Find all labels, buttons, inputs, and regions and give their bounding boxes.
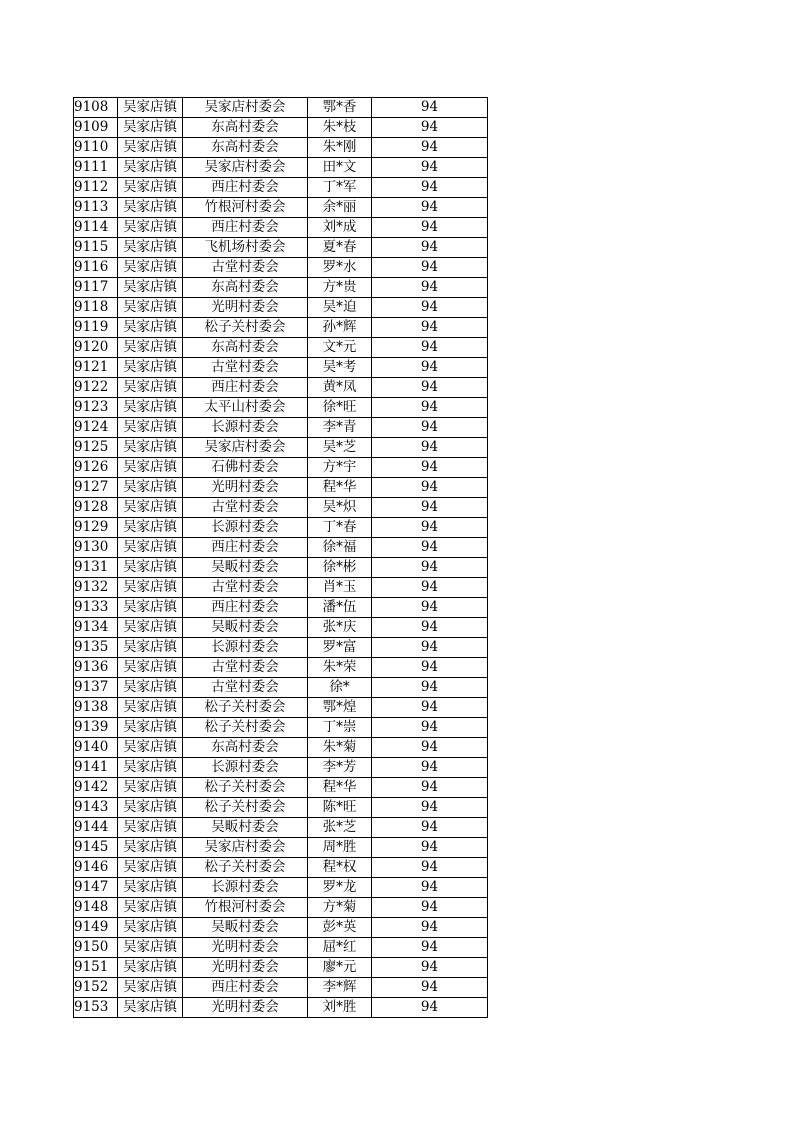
row-number-cell: 9152 [74,978,118,998]
row-number-cell: 9135 [74,638,118,658]
town-cell: 吴家店镇 [118,558,183,578]
row-number-cell: 9145 [74,838,118,858]
table-row [74,998,488,1018]
table-row [74,718,488,738]
person-name-cell: 方*菊 [308,898,372,918]
person-name-cell: 潘*伍 [308,598,372,618]
row-number-cell: 9120 [74,338,118,358]
table-row [74,698,488,718]
village-cell: 吴畈村委会 [183,918,308,938]
village-cell: 飞机场村委会 [183,238,308,258]
table-row [74,918,488,938]
table-row [74,258,488,278]
score-cell: 94 [372,518,488,538]
person-name-cell: 程*华 [308,478,372,498]
town-cell: 吴家店镇 [118,298,183,318]
table-row [74,678,488,698]
town-cell: 吴家店镇 [118,658,183,678]
table-row [74,238,488,258]
table-row [74,298,488,318]
row-number-cell: 9129 [74,518,118,538]
row-number-cell: 9140 [74,738,118,758]
village-cell: 石佛村委会 [183,458,308,478]
person-name-cell: 孙*辉 [308,318,372,338]
score-cell: 94 [372,578,488,598]
town-cell: 吴家店镇 [118,178,183,198]
table-row [74,218,488,238]
table-row [74,378,488,398]
row-number-cell: 9130 [74,538,118,558]
row-number-cell: 9131 [74,558,118,578]
village-cell: 长源村委会 [183,418,308,438]
row-number-cell: 9134 [74,618,118,638]
score-cell: 94 [372,198,488,218]
town-cell: 吴家店镇 [118,698,183,718]
row-number-cell: 9146 [74,858,118,878]
person-name-cell: 陈*旺 [308,798,372,818]
score-cell: 94 [372,678,488,698]
person-name-cell: 鄂*香 [308,98,372,118]
table-row [74,418,488,438]
row-number-cell: 9133 [74,598,118,618]
village-cell: 古堂村委会 [183,578,308,598]
table-row [74,358,488,378]
village-cell: 西庄村委会 [183,538,308,558]
person-name-cell: 吴*炽 [308,498,372,518]
row-number-cell: 9127 [74,478,118,498]
town-cell: 吴家店镇 [118,998,183,1018]
data-table [73,97,488,1018]
score-cell: 94 [372,598,488,618]
village-cell: 松子关村委会 [183,778,308,798]
person-name-cell: 彭*英 [308,918,372,938]
person-name-cell: 徐*彬 [308,558,372,578]
table-row [74,278,488,298]
score-cell: 94 [372,698,488,718]
town-cell: 吴家店镇 [118,838,183,858]
village-cell: 光明村委会 [183,998,308,1018]
town-cell: 吴家店镇 [118,858,183,878]
village-cell: 西庄村委会 [183,218,308,238]
town-cell: 吴家店镇 [118,478,183,498]
person-name-cell: 罗*富 [308,638,372,658]
town-cell: 吴家店镇 [118,958,183,978]
score-cell: 94 [372,158,488,178]
row-number-cell: 9144 [74,818,118,838]
person-name-cell: 文*元 [308,338,372,358]
town-cell: 吴家店镇 [118,318,183,338]
town-cell: 吴家店镇 [118,978,183,998]
table-row [74,458,488,478]
row-number-cell: 9148 [74,898,118,918]
table-row [74,818,488,838]
town-cell: 吴家店镇 [118,938,183,958]
village-cell: 东高村委会 [183,118,308,138]
town-cell: 吴家店镇 [118,798,183,818]
row-number-cell: 9113 [74,198,118,218]
person-name-cell: 刘*成 [308,218,372,238]
score-cell: 94 [372,178,488,198]
town-cell: 吴家店镇 [118,458,183,478]
score-cell: 94 [372,638,488,658]
table-row [74,138,488,158]
person-name-cell: 李*青 [308,418,372,438]
village-cell: 光明村委会 [183,298,308,318]
row-number-cell: 9137 [74,678,118,698]
table-row [74,638,488,658]
person-name-cell: 黄*凤 [308,378,372,398]
town-cell: 吴家店镇 [118,338,183,358]
score-cell: 94 [372,838,488,858]
town-cell: 吴家店镇 [118,818,183,838]
village-cell: 光明村委会 [183,478,308,498]
table-row [74,858,488,878]
score-cell: 94 [372,458,488,478]
person-name-cell: 徐*福 [308,538,372,558]
table-row [74,478,488,498]
person-name-cell: 屈*红 [308,938,372,958]
town-cell: 吴家店镇 [118,278,183,298]
town-cell: 吴家店镇 [118,498,183,518]
village-cell: 竹根河村委会 [183,898,308,918]
score-cell: 94 [372,318,488,338]
person-name-cell: 朱*刚 [308,138,372,158]
town-cell: 吴家店镇 [118,218,183,238]
village-cell: 长源村委会 [183,758,308,778]
town-cell: 吴家店镇 [118,718,183,738]
score-cell: 94 [372,338,488,358]
table-row [74,518,488,538]
town-cell: 吴家店镇 [118,98,183,118]
row-number-cell: 9136 [74,658,118,678]
village-cell: 东高村委会 [183,738,308,758]
table-row [74,938,488,958]
village-cell: 吴畈村委会 [183,558,308,578]
row-number-cell: 9110 [74,138,118,158]
score-cell: 94 [372,98,488,118]
village-cell: 东高村委会 [183,338,308,358]
town-cell: 吴家店镇 [118,678,183,698]
village-cell: 光明村委会 [183,958,308,978]
row-number-cell: 9124 [74,418,118,438]
table-row [74,838,488,858]
score-cell: 94 [372,618,488,638]
person-name-cell: 鄂*煌 [308,698,372,718]
row-number-cell: 9138 [74,698,118,718]
village-cell: 长源村委会 [183,518,308,538]
village-cell: 松子关村委会 [183,718,308,738]
village-cell: 西庄村委会 [183,378,308,398]
score-cell: 94 [372,478,488,498]
row-number-cell: 9151 [74,958,118,978]
town-cell: 吴家店镇 [118,378,183,398]
score-cell: 94 [372,898,488,918]
village-cell: 古堂村委会 [183,498,308,518]
person-name-cell: 张*庆 [308,618,372,638]
village-cell: 古堂村委会 [183,658,308,678]
person-name-cell: 廖*元 [308,958,372,978]
table-row [74,338,488,358]
row-number-cell: 9114 [74,218,118,238]
score-cell: 94 [372,798,488,818]
row-number-cell: 9112 [74,178,118,198]
person-name-cell: 方*宇 [308,458,372,478]
score-cell: 94 [372,418,488,438]
town-cell: 吴家店镇 [118,418,183,438]
person-name-cell: 徐* [308,678,372,698]
score-cell: 94 [372,758,488,778]
person-name-cell: 夏*春 [308,238,372,258]
score-cell: 94 [372,378,488,398]
table-row [74,778,488,798]
village-cell: 吴家店村委会 [183,158,308,178]
score-cell: 94 [372,538,488,558]
row-number-cell: 9117 [74,278,118,298]
score-cell: 94 [372,658,488,678]
village-cell: 松子关村委会 [183,858,308,878]
table-row [74,598,488,618]
village-cell: 吴家店村委会 [183,838,308,858]
score-cell: 94 [372,238,488,258]
town-cell: 吴家店镇 [118,918,183,938]
row-number-cell: 9153 [74,998,118,1018]
row-number-cell: 9123 [74,398,118,418]
village-cell: 西庄村委会 [183,978,308,998]
table-row [74,198,488,218]
row-number-cell: 9147 [74,878,118,898]
row-number-cell: 9115 [74,238,118,258]
person-name-cell: 朱*枝 [308,118,372,138]
village-cell: 松子关村委会 [183,798,308,818]
score-cell: 94 [372,258,488,278]
village-cell: 太平山村委会 [183,398,308,418]
person-name-cell: 田*文 [308,158,372,178]
table-row [74,958,488,978]
town-cell: 吴家店镇 [118,358,183,378]
score-cell: 94 [372,118,488,138]
score-cell: 94 [372,278,488,298]
score-cell: 94 [372,918,488,938]
row-number-cell: 9142 [74,778,118,798]
score-cell: 94 [372,998,488,1018]
person-name-cell: 肖*玉 [308,578,372,598]
person-name-cell: 吴*迫 [308,298,372,318]
village-cell: 吴畈村委会 [183,618,308,638]
score-cell: 94 [372,958,488,978]
town-cell: 吴家店镇 [118,398,183,418]
table-row [74,538,488,558]
row-number-cell: 9119 [74,318,118,338]
table-row [74,498,488,518]
town-cell: 吴家店镇 [118,258,183,278]
table-row [74,118,488,138]
town-cell: 吴家店镇 [118,538,183,558]
town-cell: 吴家店镇 [118,438,183,458]
table-row [74,158,488,178]
row-number-cell: 9118 [74,298,118,318]
village-cell: 西庄村委会 [183,178,308,198]
town-cell: 吴家店镇 [118,198,183,218]
table-row [74,898,488,918]
score-cell: 94 [372,778,488,798]
town-cell: 吴家店镇 [118,238,183,258]
table-row [74,878,488,898]
score-cell: 94 [372,738,488,758]
person-name-cell: 余*丽 [308,198,372,218]
village-cell: 松子关村委会 [183,698,308,718]
score-cell: 94 [372,858,488,878]
person-name-cell: 吴*考 [308,358,372,378]
village-cell: 松子关村委会 [183,318,308,338]
row-number-cell: 9139 [74,718,118,738]
row-number-cell: 9128 [74,498,118,518]
village-cell: 古堂村委会 [183,678,308,698]
town-cell: 吴家店镇 [118,618,183,638]
score-cell: 94 [372,498,488,518]
row-number-cell: 9150 [74,938,118,958]
person-name-cell: 丁*春 [308,518,372,538]
person-name-cell: 刘*胜 [308,998,372,1018]
village-cell: 吴家店村委会 [183,438,308,458]
table-row [74,758,488,778]
table-row [74,438,488,458]
table-row [74,558,488,578]
town-cell: 吴家店镇 [118,878,183,898]
row-number-cell: 9125 [74,438,118,458]
row-number-cell: 9143 [74,798,118,818]
table-row [74,398,488,418]
row-number-cell: 9149 [74,918,118,938]
score-cell: 94 [372,218,488,238]
score-cell: 94 [372,298,488,318]
town-cell: 吴家店镇 [118,118,183,138]
row-number-cell: 9141 [74,758,118,778]
town-cell: 吴家店镇 [118,758,183,778]
person-name-cell: 张*芝 [308,818,372,838]
row-number-cell: 9122 [74,378,118,398]
village-cell: 长源村委会 [183,638,308,658]
person-name-cell: 李*芳 [308,758,372,778]
score-cell: 94 [372,938,488,958]
table-row [74,738,488,758]
town-cell: 吴家店镇 [118,598,183,618]
table-body [74,98,488,1018]
table-row [74,798,488,818]
town-cell: 吴家店镇 [118,898,183,918]
person-name-cell: 程*华 [308,778,372,798]
row-number-cell: 9108 [74,98,118,118]
town-cell: 吴家店镇 [118,578,183,598]
score-cell: 94 [372,138,488,158]
village-cell: 古堂村委会 [183,258,308,278]
village-cell: 古堂村委会 [183,358,308,378]
score-cell: 94 [372,978,488,998]
person-name-cell: 方*贵 [308,278,372,298]
table-row [74,178,488,198]
person-name-cell: 朱*菊 [308,738,372,758]
score-cell: 94 [372,358,488,378]
table-row [74,98,488,118]
score-cell: 94 [372,398,488,418]
score-cell: 94 [372,718,488,738]
town-cell: 吴家店镇 [118,138,183,158]
table-row [74,318,488,338]
row-number-cell: 9126 [74,458,118,478]
person-name-cell: 丁*崇 [308,718,372,738]
person-name-cell: 罗*水 [308,258,372,278]
person-name-cell: 丁*军 [308,178,372,198]
person-name-cell: 周*胜 [308,838,372,858]
score-cell: 94 [372,438,488,458]
row-number-cell: 9132 [74,578,118,598]
town-cell: 吴家店镇 [118,778,183,798]
person-name-cell: 朱*荣 [308,658,372,678]
score-cell: 94 [372,878,488,898]
person-name-cell: 罗*龙 [308,878,372,898]
town-cell: 吴家店镇 [118,738,183,758]
town-cell: 吴家店镇 [118,158,183,178]
village-cell: 竹根河村委会 [183,198,308,218]
town-cell: 吴家店镇 [118,518,183,538]
person-name-cell: 吴*芝 [308,438,372,458]
village-cell: 吴家店村委会 [183,98,308,118]
village-cell: 长源村委会 [183,878,308,898]
village-cell: 吴畈村委会 [183,818,308,838]
row-number-cell: 9109 [74,118,118,138]
table-row [74,978,488,998]
village-cell: 东高村委会 [183,278,308,298]
row-number-cell: 9116 [74,258,118,278]
table-row [74,578,488,598]
table-row [74,618,488,638]
village-cell: 西庄村委会 [183,598,308,618]
village-cell: 东高村委会 [183,138,308,158]
town-cell: 吴家店镇 [118,638,183,658]
score-cell: 94 [372,818,488,838]
row-number-cell: 9121 [74,358,118,378]
person-name-cell: 程*权 [308,858,372,878]
person-name-cell: 李*辉 [308,978,372,998]
table-row [74,658,488,678]
row-number-cell: 9111 [74,158,118,178]
person-name-cell: 徐*旺 [308,398,372,418]
score-cell: 94 [372,558,488,578]
village-cell: 光明村委会 [183,938,308,958]
